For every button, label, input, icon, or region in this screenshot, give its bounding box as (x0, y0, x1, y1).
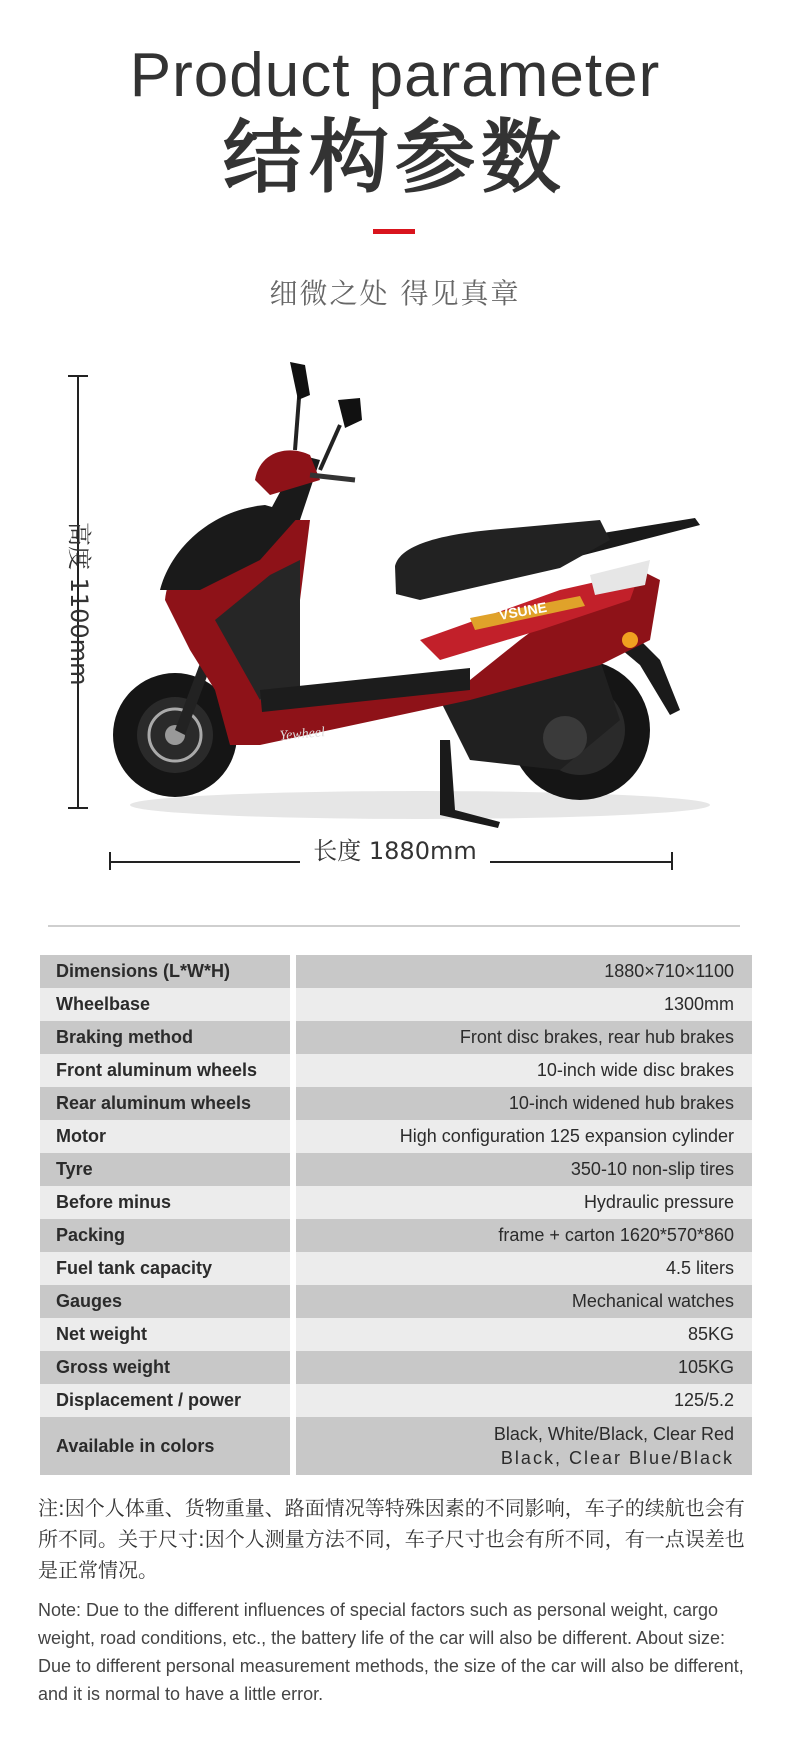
spec-label: Before minus (40, 1186, 290, 1219)
spec-value: 105KG (296, 1351, 752, 1384)
table-row (40, 1120, 752, 1153)
spec-value: frame + carton 1620*570*860 (296, 1219, 752, 1252)
color-line-1: Black, White/Black, Clear Red (493, 1424, 734, 1444)
table-row (40, 1054, 752, 1087)
engine-cover (543, 716, 587, 760)
table-row (40, 1186, 752, 1219)
spec-label: Braking method (40, 1021, 290, 1054)
spec-label: Front aluminum wheels (40, 1054, 290, 1087)
mirror-left (290, 362, 310, 400)
spec-value: High configuration 125 expansion cylinder (296, 1120, 752, 1153)
title-zh: 结构参数 (223, 111, 567, 204)
table-row (40, 1417, 752, 1475)
spec-value: Front disc brakes, rear hub brakes (296, 1021, 752, 1054)
length-label: 长度 1880mm (300, 834, 490, 868)
mirror-right (338, 398, 362, 428)
spec-value: 10-inch widened hub brakes (296, 1087, 752, 1120)
note-en: Note: Due to the different influences of special factors such as personal weight, cargo weight, road conditions, etc., the battery life of the car will also be different. About size: Due to different personal measurement methods, the size of the car will also be different, and it is normal to have a little error. (38, 1600, 744, 1704)
spec-label: Wheelbase (40, 988, 290, 1021)
spec-table (40, 955, 752, 1475)
table-row (40, 1153, 752, 1186)
subtitle-zh: 细微之处 得见真章 (269, 277, 521, 310)
spec-label: Dimensions (L*W*H) (40, 955, 290, 988)
spec-value: 4.5 liters (296, 1252, 752, 1285)
table-row (40, 1252, 752, 1285)
spec-label: Rear aluminum wheels (40, 1087, 290, 1120)
ground-shadow (130, 791, 710, 819)
spec-label: Available in colors (40, 1417, 290, 1475)
brand-text: Yewheel (279, 725, 326, 744)
spec-label: Packing (40, 1219, 290, 1252)
spec-value: 1880×710×1100 (296, 955, 752, 988)
table-row (40, 1384, 752, 1417)
spec-label: Fuel tank capacity (40, 1252, 290, 1285)
spec-value: 1300mm (296, 988, 752, 1021)
title-en: Product parameter (129, 41, 661, 110)
table-row (40, 1021, 752, 1054)
color-line-2: Black, Clear Blue/Black (500, 1448, 734, 1468)
table-row (40, 988, 752, 1021)
table-row (40, 955, 752, 988)
spec-value: 350-10 non-slip tires (296, 1153, 752, 1186)
height-label: 高度 1100mm (65, 522, 93, 686)
spec-label: Net weight (40, 1318, 290, 1351)
table-row (40, 1087, 752, 1120)
spec-label: Motor (40, 1120, 290, 1153)
spec-label: Gross weight (40, 1351, 290, 1384)
mirror-stem-right (320, 425, 340, 470)
table-row (40, 1351, 752, 1384)
spec-value: Hydraulic pressure (296, 1186, 752, 1219)
spec-value (296, 1417, 752, 1475)
table-row (40, 1285, 752, 1318)
spec-label: Tyre (40, 1153, 290, 1186)
turn-signal (622, 632, 638, 648)
section-divider (48, 925, 740, 927)
decal-text: VSUNE (497, 598, 549, 623)
spec-value: 10-inch wide disc brakes (296, 1054, 752, 1087)
table-row (40, 1219, 752, 1252)
spec-value: 125/5.2 (296, 1384, 752, 1417)
spec-value: Mechanical watches (296, 1285, 752, 1318)
accent-bar (373, 229, 415, 234)
spec-label: Gauges (40, 1285, 290, 1318)
spec-value: 85KG (296, 1318, 752, 1351)
scooter-figure (0, 350, 790, 870)
table-row (40, 1318, 752, 1351)
note-zh: 注:因个人体重、货物重量、路面情况等特殊因素的不同影响，车子的续航也会有所不同。关于尺寸:因个人测量方法不同，车子尺寸也会有所不同，有一点误差也是正常情况。 (38, 1496, 745, 1582)
spec-label: Displacement / power (40, 1384, 290, 1417)
